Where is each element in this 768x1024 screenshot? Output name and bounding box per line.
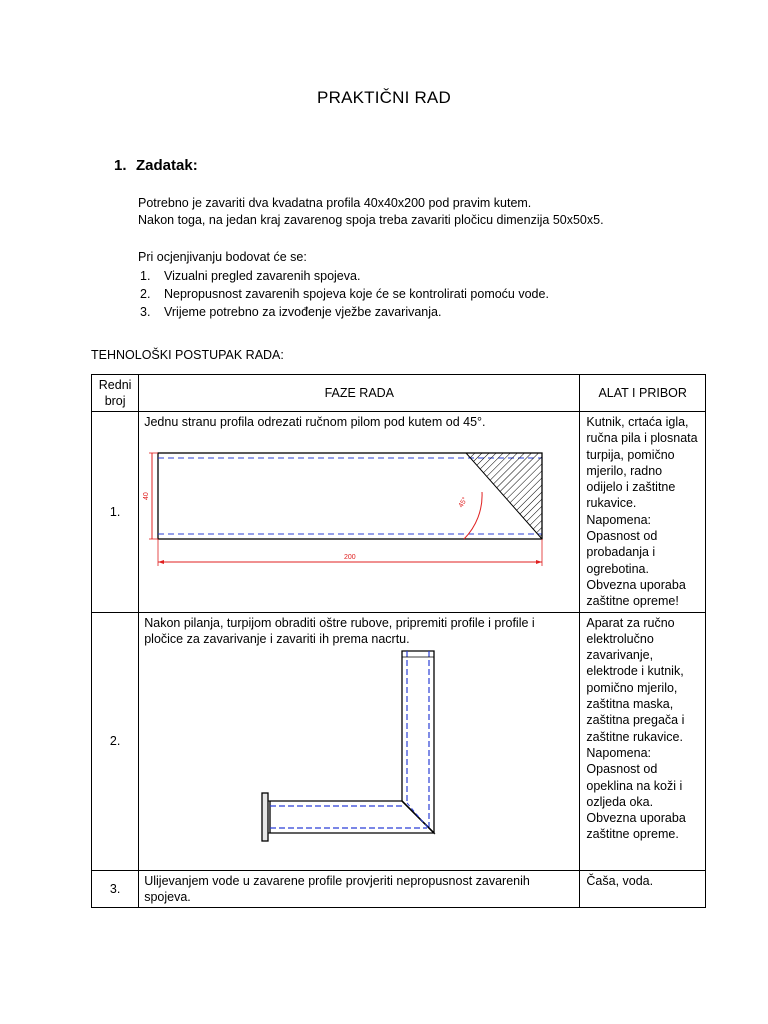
row-faze-text: Ulijevanjem vode u zavarene profile provjeriti nepropusnost zavarenih spojeva. [144,873,530,904]
hidden-line [407,803,429,829]
task-number: 1. [114,157,127,174]
criteria-list [138,267,549,321]
row-alat: Kutnik, crtaća igla, ručna pila i plosnata turpija, pomično mjerilo, radno odijelo i zaštitne rukavice. Napomena: Opasnost od probadanja i ogrebotina. Obvezna uporaba zaštitne opreme! [580,412,706,613]
task-line-1: Potrebno je zavariti dva kvadatna profila 40x40x200 pod pravim kutem. [138,196,532,210]
task-heading [114,157,198,174]
height-label: 40 [143,492,151,500]
criteria-text: Nepropusnost zavarenih spojeva koje će se kontrolirati pomoću vode. [164,287,549,301]
table-header-row [92,375,706,412]
profile-cut-drawing [144,430,549,582]
criteria-number: 2. [140,287,151,301]
cut-triangle [466,453,542,539]
row-faze [139,412,580,613]
dim-arrow [536,560,542,564]
row-number: 2. [92,612,139,870]
table-row [92,870,706,907]
task-line-2: Nakon toga, na jedan kraj zavarenog spoja treba zavariti pločicu dimenzija 50x50x5. [138,213,604,227]
header-faze-rada: FAZE RADA [139,375,580,412]
header-redni-broj: Redni broj [92,375,139,412]
criteria-item [138,303,549,321]
end-plate [262,793,268,841]
criteria-number: 3. [140,305,151,319]
criteria-intro: Pri ocjenjivanju bodovat će se: [138,250,307,264]
row-faze [139,612,580,870]
criteria-text: Vrijeme potrebno za izvođenje vježbe zavarivanja. [164,305,442,319]
procedure-title: TEHNOLOŠKI POSTUPAK RADA: [91,348,284,362]
row-faze [139,870,580,907]
row-alat: Aparat za ručno elektrolučno zavarivanje, elektrode i kutnik, pomično mjerilo, zaštitna maska, zaštitna pregača i zaštitne rukavice. Napomena: Opasnost od opeklina na koži i ozljeda oka. Obvezna uporaba zaštitne opreme. [580,612,706,870]
row-number: 1. [92,412,139,613]
row-faze-text: Nakon pilanja, turpijom obraditi oštre rubove, pripremiti profile i profile i pločice za zavarivanje i zavariti ih prema nacrtu. [144,615,535,646]
length-label: 200 [344,554,356,561]
row-alat: Čaša, voda. [580,870,706,907]
table-row [92,412,706,613]
row-faze-text: Jednu stranu profila odrezati ručnom pilom pod kutem od 45°. [144,415,486,429]
row-number: 3. [92,870,139,907]
criteria-number: 1. [140,269,151,283]
procedure-table [91,374,706,908]
page-title: PRAKTIČNI RAD [317,88,451,107]
l-joint-drawing [144,647,549,857]
criteria-item [138,285,549,303]
header-alat-pribor: ALAT I PRIBOR [580,375,706,412]
angle-label: 45° [457,496,470,509]
dim-arrow [158,560,164,564]
criteria-text: Vizualni pregled zavarenih spojeva. [164,269,361,283]
task-heading-text: Zadatak: [136,157,198,174]
table-row [92,612,706,870]
criteria-item [138,267,549,285]
